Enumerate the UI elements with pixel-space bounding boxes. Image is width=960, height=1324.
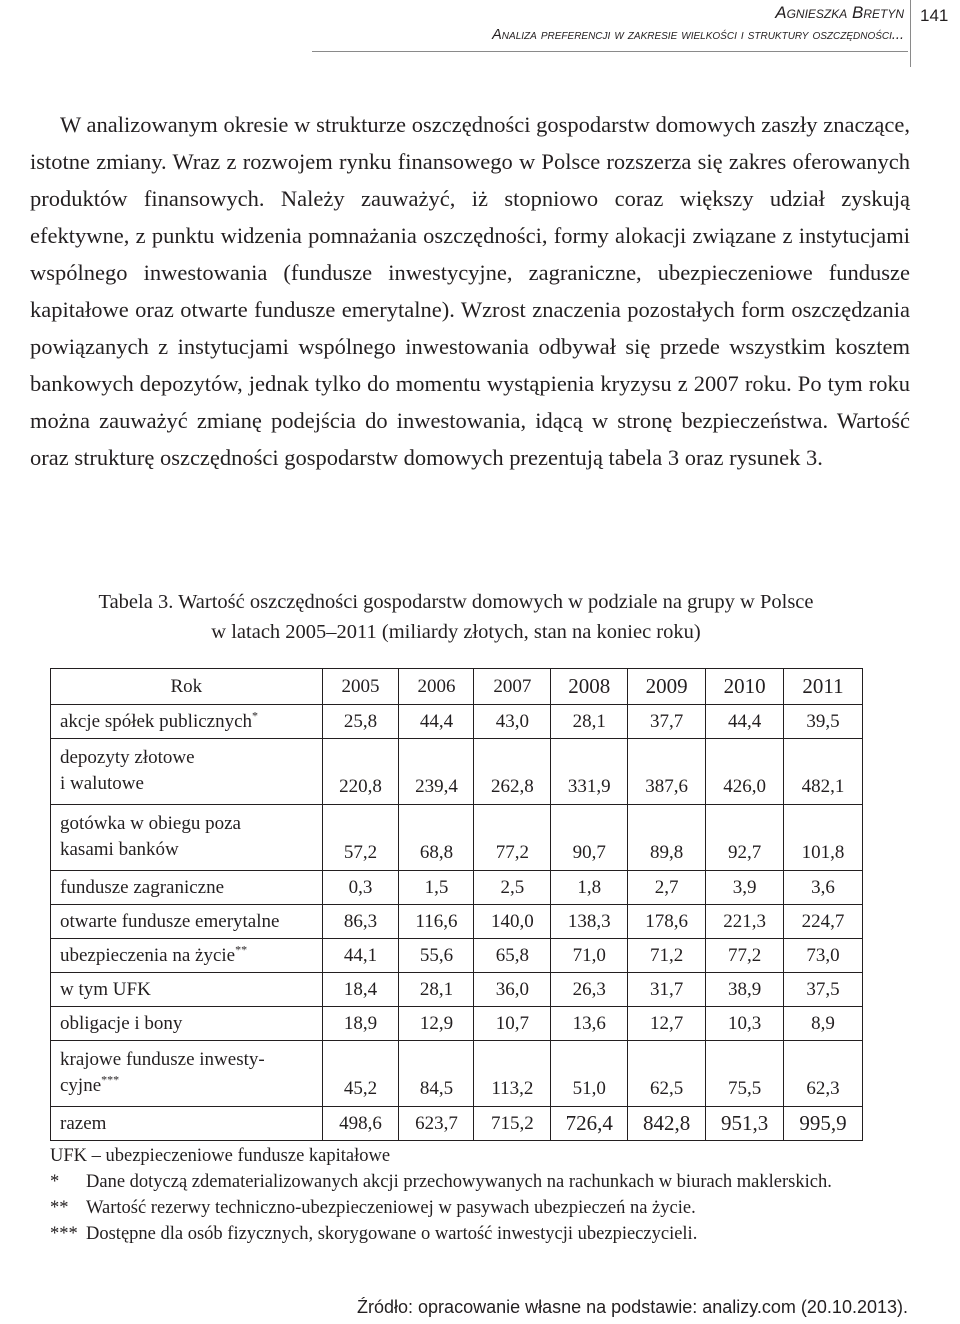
table-cell: 55,6 [399,939,474,973]
table-cell: 86,3 [322,905,399,939]
table-cell: 239,4 [399,739,474,805]
table-cell: 1,5 [399,871,474,905]
table-cell: 113,2 [474,1041,551,1107]
table-cell: 220,8 [322,739,399,805]
table-cell: 31,7 [628,973,706,1007]
table-cell: 221,3 [706,905,784,939]
row-label-line: depozyty złotowe [60,747,195,768]
table-cell: 8,9 [784,1007,863,1041]
table-caption-line2: w latach 2005–2011 (miliardy złotych, stan na koniec roku) [211,621,701,643]
row-label [51,705,323,739]
table-cell: 13,6 [551,1007,628,1041]
table-caption-text: Wartość oszczędności gospodarstw domowych w podziale na grupy w Polsce [178,591,814,613]
row-label [51,939,323,973]
table-cell: 995,9 [784,1107,863,1141]
table-row [51,939,863,973]
table-cell: 715,2 [474,1107,551,1141]
footnote-text: Dane dotyczą zdematerializowanych akcji przechowywanych na rachunkach w biurach maklerskich. [86,1172,832,1192]
table-cell: 10,3 [706,1007,784,1041]
table-cell: 75,5 [706,1041,784,1107]
table-header-row [51,669,863,705]
table-cell: 18,4 [322,973,399,1007]
table-cell: 71,2 [628,939,706,973]
table-cell: 44,4 [706,705,784,739]
row-label: razem [51,1107,323,1141]
row-label-line: gotówka w obiegu poza [60,813,241,834]
table-cell: 12,9 [399,1007,474,1041]
table-cell: 65,8 [474,939,551,973]
footnote-mark: *** [50,1224,78,1244]
table-cell: 498,6 [322,1107,399,1141]
table-cell: 387,6 [628,739,706,805]
header-rule [312,51,908,52]
table-cell: 951,3 [706,1107,784,1141]
table-cell: 37,7 [628,705,706,739]
table-caption-label: Tabela 3. [98,591,174,613]
table-cell: 77,2 [474,805,551,871]
table-row [51,805,863,871]
header-cell-year: 2006 [399,669,474,705]
table-cell: 842,8 [628,1107,706,1141]
header-vertical-rule [910,0,911,67]
table-cell: 68,8 [399,805,474,871]
table-row [51,973,863,1007]
table-row-total [51,1107,863,1141]
table-caption-line1 [0,587,912,617]
table-cell: 38,9 [706,973,784,1007]
table-cell: 138,3 [551,905,628,939]
table-cell: 28,1 [551,705,628,739]
row-label-line: kasami banków [60,839,179,860]
source-note: Źródło: opracowanie własne na podstawie: analizy.com (20.10.2013). [357,1297,908,1317]
body-paragraph: W analizowanym okresie w strukturze oszczędności gospodarstw domowych zaszły znaczące, istotne zmiany. Wraz z rozwojem rynku finansowego w Polsce rozszerza się zakres oferowanych produktów finansowych. Należy zauważyć, iż stopniowo coraz większy udział zyskują efektywne, z punktu widzenia pomnażania oszczędności, formy alokacji związane z instytucjami wspólnego inwestowania (fundusze inwestycyjne, zagraniczne, ubezpieczeniowe fundusze kapitałowe oraz otwarte fundusze emerytalne). Wzrost znaczenia pozostałych form oszczędzania powiązanych z instytucjami wspólnego inwestowania odbywał się przede wszystkim kosztem bankowych depozytów, jednak tylko do momentu wystąpienia kryzysu z 2007 roku. Po tym roku można zauważyć zmianę podejścia do inwestowania, idącą w stronę bezpieczeństwa. Wartość oraz strukturę oszczędności gospodarstw domowych prezentują tabela 3 oraz rysunek 3. [30,112,910,470]
table-cell: 178,6 [628,905,706,939]
header-cell-year: 2008 [551,669,628,705]
footnote [50,1221,880,1247]
table-cell: 71,0 [551,939,628,973]
row-label: otwarte fundusze emerytalne [51,905,323,939]
row-label-line: krajowe fundusze inwesty- [60,1049,265,1070]
note-ufk: UFK – ubezpieczeniowe fundusze kapitałowe [50,1146,391,1166]
table-cell: 84,5 [399,1041,474,1107]
header-cell-year: 2011 [784,669,863,705]
table-cell: 482,1 [784,739,863,805]
table-cell: 62,5 [628,1041,706,1107]
row-label: fundusze zagraniczne [51,871,323,905]
table-cell: 62,3 [784,1041,863,1107]
table-cell: 0,3 [322,871,399,905]
table-cell: 262,8 [474,739,551,805]
table-caption [0,587,912,647]
table-cell: 3,6 [784,871,863,905]
footnote-mark: ** [50,1198,69,1218]
table-cell: 25,8 [322,705,399,739]
table-row [51,739,863,805]
table-cell: 623,7 [399,1107,474,1141]
table-cell: 45,2 [322,1041,399,1107]
table-cell: 426,0 [706,739,784,805]
table-cell: 57,2 [322,805,399,871]
footnote-mark: * [50,1172,60,1192]
footnote [50,1169,880,1195]
row-label-text: cyjne [60,1075,102,1096]
row-label [51,1041,323,1107]
row-label-line [60,1073,322,1099]
row-label: obligacje i bony [51,1007,323,1041]
footnote-text: Dostępne dla osób fizycznych, skorygowane o wartość inwestycji ubezpieczycieli. [86,1224,698,1244]
row-label [51,739,323,805]
table-cell: 43,0 [474,705,551,739]
table-cell: 18,9 [322,1007,399,1041]
table-cell: 39,5 [784,705,863,739]
running-header [0,0,960,70]
row-label [51,805,323,871]
table-cell: 116,6 [399,905,474,939]
table-notes [50,1143,880,1247]
footnote-marker: ** [235,942,248,957]
table-cell: 44,1 [322,939,399,973]
table-row [51,1007,863,1041]
table-cell: 224,7 [784,905,863,939]
savings-table [50,668,863,1141]
table-cell: 77,2 [706,939,784,973]
table-cell: 26,3 [551,973,628,1007]
table-cell: 101,8 [784,805,863,871]
footnote-marker: * [252,708,259,723]
table-cell: 89,8 [628,805,706,871]
table-cell: 140,0 [474,905,551,939]
table-cell: 2,5 [474,871,551,905]
table-cell: 36,0 [474,973,551,1007]
footnote-marker: *** [101,1072,120,1087]
table-cell: 51,0 [551,1041,628,1107]
row-label-text: akcje spółek publicznych [60,710,253,732]
header-cell-rok: Rok [51,669,323,705]
header-cell-year: 2005 [322,669,399,705]
footnote [50,1195,880,1221]
table-cell: 3,9 [706,871,784,905]
table-cell: 2,7 [628,871,706,905]
table-cell: 12,7 [628,1007,706,1041]
table-cell: 10,7 [474,1007,551,1041]
header-cell-year: 2009 [628,669,706,705]
table-cell: 28,1 [399,973,474,1007]
page-number: 141 [920,6,949,25]
table-row [51,705,863,739]
table-cell: 331,9 [551,739,628,805]
footnote-text: Wartość rezerwy techniczno-ubezpieczeniowej w pasywach ubezpieczeń na życie. [86,1198,696,1218]
table-cell: 92,7 [706,805,784,871]
row-label-text: ubezpieczenia na życie [60,944,236,966]
row-label: w tym UFK [51,973,323,1007]
row-label-line: i walutowe [60,773,144,794]
table-row [51,871,863,905]
table-cell: 726,4 [551,1107,628,1141]
table-row [51,1041,863,1107]
table-cell: 73,0 [784,939,863,973]
table-cell: 37,5 [784,973,863,1007]
table-cell: 90,7 [551,805,628,871]
header-author: Agnieszka Bretyn [775,3,904,22]
table-row [51,905,863,939]
header-title: Analiza preferencji w zakresie wielkości i struktury oszczędności... [492,27,904,43]
header-cell-year: 2010 [706,669,784,705]
table-cell: 1,8 [551,871,628,905]
table-cell: 44,4 [399,705,474,739]
header-cell-year: 2007 [474,669,551,705]
